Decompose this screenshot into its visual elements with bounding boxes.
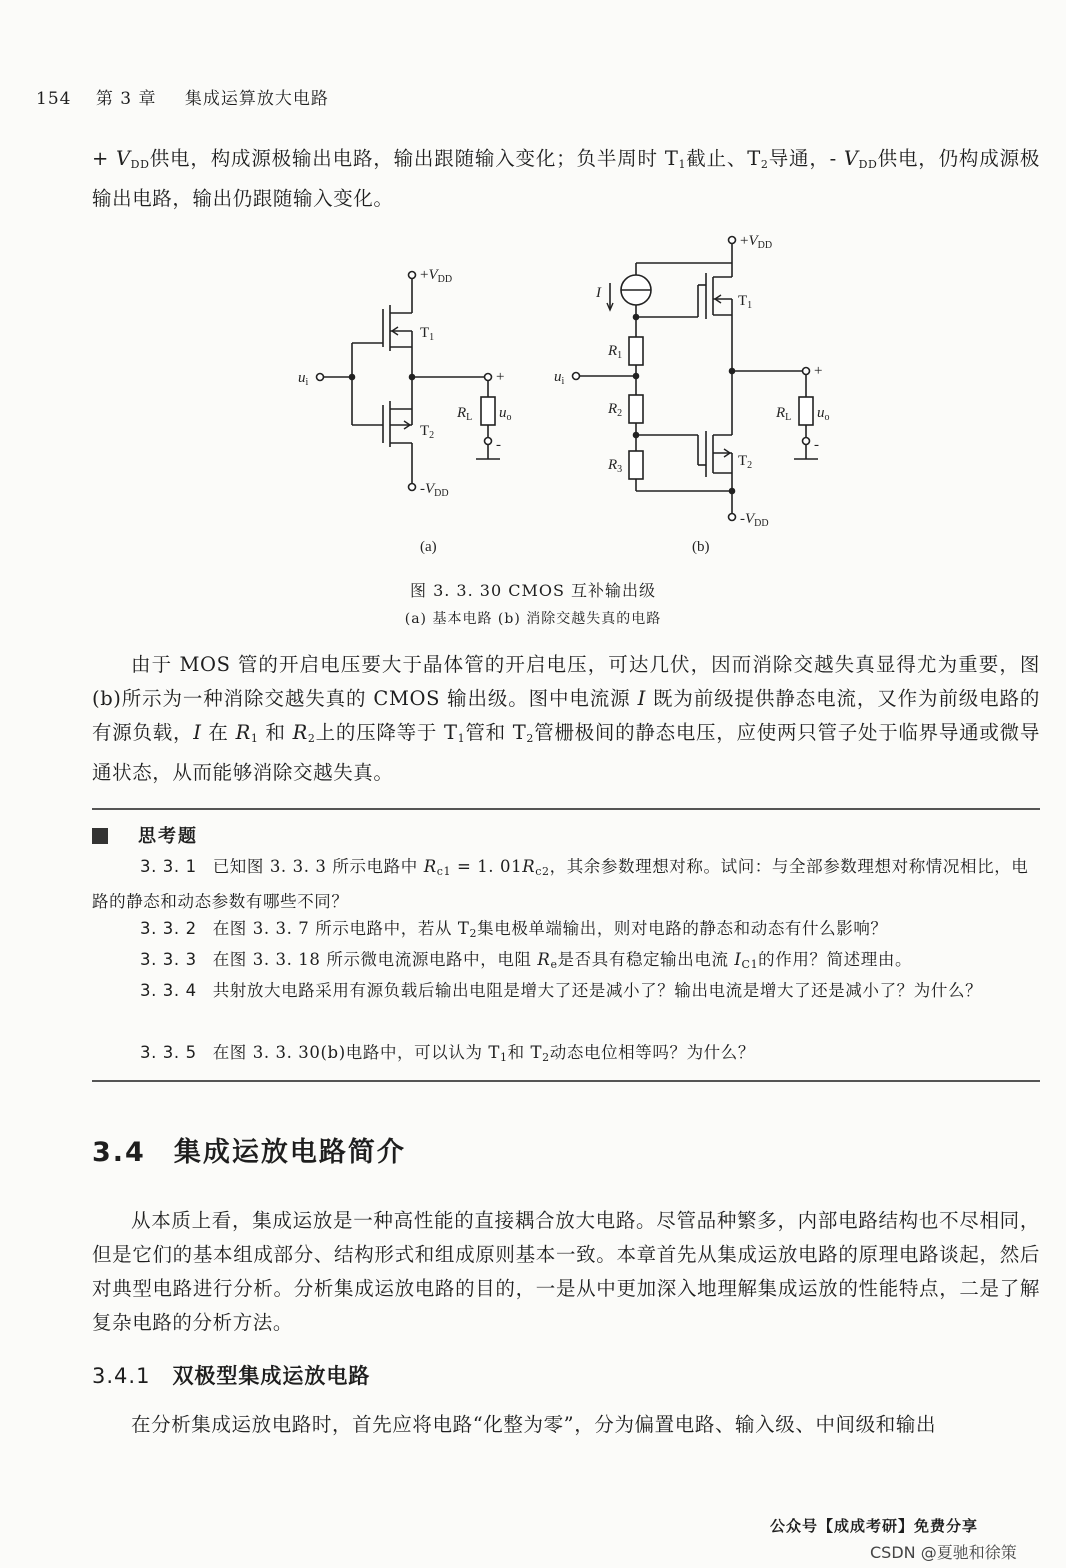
sub-label-a: (a) [420, 539, 437, 555]
svg-text:+: + [814, 363, 823, 379]
question-3-3-1: 3. 3. 1 已知图 3. 3. 3 所示电路中 $R_{c1} = 1$. $01R_{c2}$，其余参数理想对称。试问：与全部参数理想对称情况相比，电路的静态和动态参数有哪些不同？ [92, 857, 1029, 911]
svg-text:R1: $R_1$ [608, 343, 623, 361]
exercise-title: 思考题 [92, 822, 198, 848]
paragraph-mos: 由于 MOS 管的开启电压要大于晶体管的开启电压，可达几伏，因而消除交越失真显得尤为重要，图(b)所示为一种消除交越失真的 CMOS 输出级。图中电流源 I 既为前级提供静态电流，又作为前级电路的有源负载，I 在 $R_1$ 和 $R_2$上的压降等于 $T_1$管和 $T_2$管栅极间的静态电压，应使两只管子处于临界导通或微导通状态，从而能够消除交越失真。 [92, 653, 1040, 784]
sub-label-b: (b) [692, 539, 710, 555]
section-paragraph: 从本质上看，集成运放是一种高性能的直接耦合放大电路。尽管品种繁多，内部电路结构也不尽相同，但是它们的基本组成部分、结构形式和组成原则基本一致。本章首先从集成运放电路的原理电路谈起，然后对典型电路进行分析。分析集成运放电路的目的，一是从中更加深入地理解集成运放的性能特点，二是了解复杂电路的分析方法。 [92, 1209, 1040, 1334]
svg-text:I: I [596, 285, 601, 301]
svg-text:RL: $R_L$ [457, 405, 473, 423]
svg-text:T2: $T_2$ [420, 423, 435, 441]
svg-text:uo: $u_o$ [499, 405, 512, 423]
svg-text:-: - [814, 437, 819, 453]
svg-text:T1: $T_1$ [420, 325, 435, 343]
subsection-heading: 3.4.1 双极型集成运放电路 [92, 1364, 371, 1388]
chapter-title: 集成运算放大电路 [184, 89, 329, 109]
rule-top [92, 808, 1040, 810]
question-3-3-4: 3. 3. 4 共射放大电路采用有源负载后输出电阻是增大了还是减小了？输出电流是增大了还是减小了？为什么？ [140, 981, 983, 1000]
svg-text:+: + [496, 369, 505, 385]
intro-paragraph: + $V_{DD}$供电，构成源极输出电路，输出跟随输入变化；负半周时 $T_1$截止、$T_2$导通，- $V_{DD}$供电，仍构成源极输出电路，输出仍跟随输入变化。 [92, 147, 1040, 210]
svg-text:T1: $T_1$ [738, 293, 753, 311]
page-number: 154 [36, 89, 72, 109]
square-bullet-icon [92, 828, 108, 844]
figure-subcaption: (a) 基本电路 (b) 消除交越失真的电路 [404, 611, 662, 627]
circuit-a [317, 272, 501, 491]
svg-text:-VDD: $-V_{DD}$ [740, 511, 769, 529]
section-heading: 3.4 集成运放电路简介 [92, 1137, 406, 1168]
svg-text:ui: $u_i$ [298, 370, 309, 388]
csdn-watermark: CSDN @夏驰和徐策 [870, 1543, 1017, 1562]
svg-text:+VDD: $+V_{DD}$ [740, 233, 773, 251]
svg-text:ui: $u_i$ [554, 369, 565, 387]
svg-text:+VDD: $+V_{DD}$ [420, 267, 453, 285]
circuit-b [573, 237, 819, 521]
question-3-3-2: 3. 3. 2 在图 3. 3. 7 所示电路中，若从 $T_2$集电极单端输出，则对电路的静态和动态有什么影响？ [140, 919, 888, 940]
svg-text:T2: $T_2$ [738, 453, 753, 471]
svg-text:-: - [496, 437, 501, 453]
question-3-3-3: 3. 3. 3 在图 3. 3. 18 所示微电流源电路中，电阻 $R_e$是否具有稳定输出电流 $I_{C1}$的作用？简述理由。 [140, 950, 913, 971]
svg-text:R2: $R_2$ [608, 401, 623, 419]
figure-caption: 图 3. 3. 30 CMOS 互补输出级 [409, 581, 657, 600]
wechat-footer: 公众号【成成考研】免费分享 [770, 1517, 979, 1535]
page-header [36, 84, 329, 109]
svg-text:RL: $R_L$ [776, 405, 792, 423]
question-3-3-5: 3. 3. 5 在图 3. 3. 30(b)电路中，可以认为 $T_1$和 $T_2$动态电位相等吗？为什么？ [140, 1043, 755, 1064]
subsection-paragraph: 在分析集成运放电路时，首先应将电路“化整为零”，分为偏置电路、输入级、中间级和输出 [131, 1413, 937, 1436]
svg-text:R3: $R_3$ [608, 457, 623, 475]
svg-text:-VDD: $-V_{DD}$ [420, 481, 449, 499]
chapter-label: 第 3 章 [95, 89, 157, 109]
cmos-circuit-figure [280, 225, 840, 555]
rule-bottom [92, 1080, 1040, 1082]
svg-text:uo: $u_o$ [817, 405, 830, 423]
